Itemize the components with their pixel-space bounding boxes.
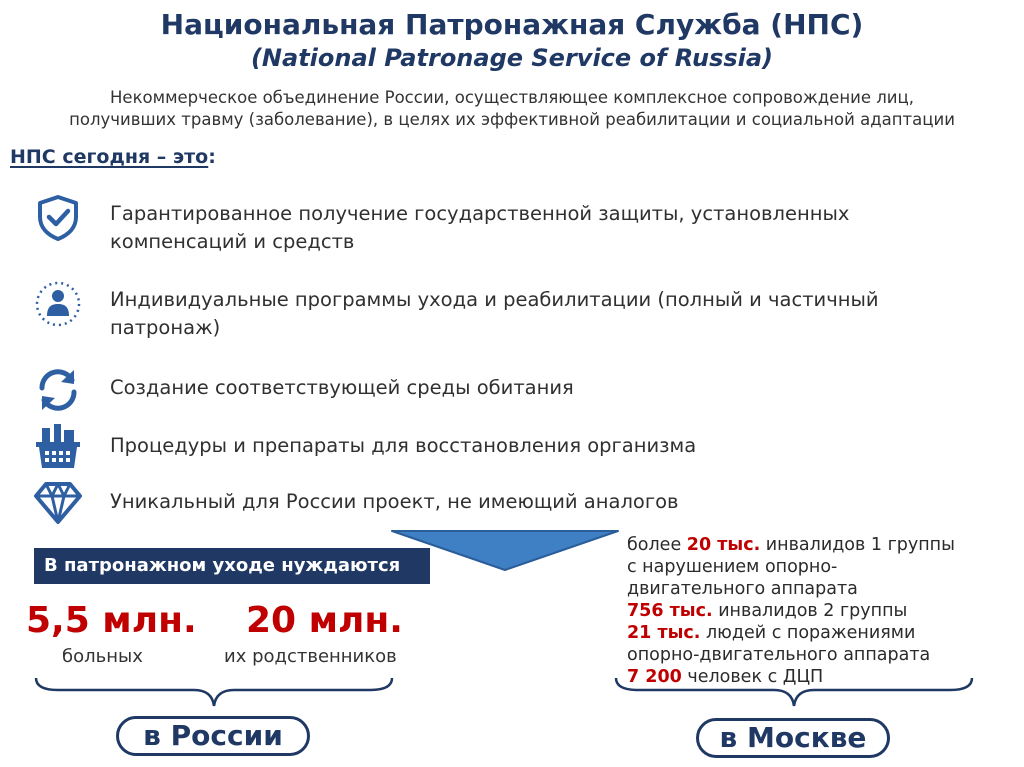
person-circle-icon bbox=[34, 280, 82, 328]
need-banner: В патронажном уходе нуждаются bbox=[34, 548, 430, 584]
feature-item-5 bbox=[110, 488, 990, 516]
feature-item-1 bbox=[110, 200, 990, 256]
moscow-line-4 bbox=[627, 600, 955, 622]
description-line-1: Некоммерческое объединение России, осуществляющее комплексное сопровождение лиц, bbox=[110, 88, 914, 107]
moscow-line-1-number: 20 тыс. bbox=[686, 535, 761, 555]
section-label-text: НПС сегодня – это bbox=[10, 146, 209, 168]
section-label-colon: : bbox=[208, 146, 216, 168]
feature-4-line-1: Процедуры и препараты для восстановления организма bbox=[110, 434, 697, 457]
moscow-line-6: опорно-двигательного аппарата bbox=[627, 645, 931, 665]
feature-3-line-1: Создание соответствующей среды обитания bbox=[110, 376, 574, 399]
feature-1-line-1: Гарантированное получение государственной защиты, установленных bbox=[110, 202, 850, 225]
feature-item-2 bbox=[110, 286, 990, 342]
stat-relatives-value: 20 млн. bbox=[246, 600, 403, 641]
feature-2-line-1: Индивидуальные программы ухода и реабилитации (полный и частичный bbox=[110, 288, 879, 311]
feature-5-line-1: Уникальный для России проект, не имеющий аналогов bbox=[110, 490, 679, 513]
moscow-line-7-number: 7 200 bbox=[627, 667, 682, 687]
moscow-line-2: с нарушением опорно- bbox=[627, 557, 838, 577]
feature-item-4 bbox=[110, 432, 990, 460]
feature-1-line-2: компенсаций и средств bbox=[110, 230, 355, 253]
moscow-line-5-text: людей с поражениями bbox=[700, 623, 916, 643]
moscow-brace bbox=[614, 676, 974, 710]
refresh-cycle-icon bbox=[34, 366, 82, 414]
moscow-line-1-prefix: более bbox=[627, 535, 687, 555]
moscow-line-1-text: инвалидов 1 группы bbox=[760, 535, 955, 555]
stat-patients-value: 5,5 млн. bbox=[26, 600, 197, 641]
feature-2-line-2: патронаж) bbox=[110, 316, 221, 339]
moscow-line-5-number: 21 тыс. bbox=[627, 623, 701, 643]
shield-check-icon bbox=[34, 193, 82, 241]
diamond-icon bbox=[34, 478, 82, 526]
page-subtitle: (National Patronage Service of Russia) bbox=[250, 44, 774, 72]
feature-item-3 bbox=[110, 374, 990, 402]
moscow-line-7-text: человек с ДЦП bbox=[681, 667, 824, 687]
basket-products-icon bbox=[34, 422, 82, 470]
moscow-line-4-text: инвалидов 2 группы bbox=[712, 601, 908, 621]
section-label bbox=[10, 146, 216, 168]
moscow-line-3: двигательного аппарата bbox=[627, 579, 858, 599]
description-line-2: получивших травму (заболевание), в целях их эффективной реабилитации и социальной адаптации bbox=[69, 110, 955, 129]
russia-pill: в России bbox=[116, 716, 310, 756]
moscow-line-1 bbox=[627, 534, 955, 556]
moscow-line-5 bbox=[627, 622, 955, 644]
russia-brace bbox=[34, 676, 394, 710]
stat-relatives-label: их родственников bbox=[224, 646, 397, 667]
page-title: Национальная Патронажная Служба (НПС) bbox=[160, 8, 864, 41]
moscow-pill: в Москве bbox=[696, 718, 890, 758]
moscow-stats bbox=[627, 534, 955, 688]
moscow-line-4-number: 756 тыс. bbox=[627, 601, 713, 621]
stat-patients-label: больных bbox=[62, 646, 143, 667]
